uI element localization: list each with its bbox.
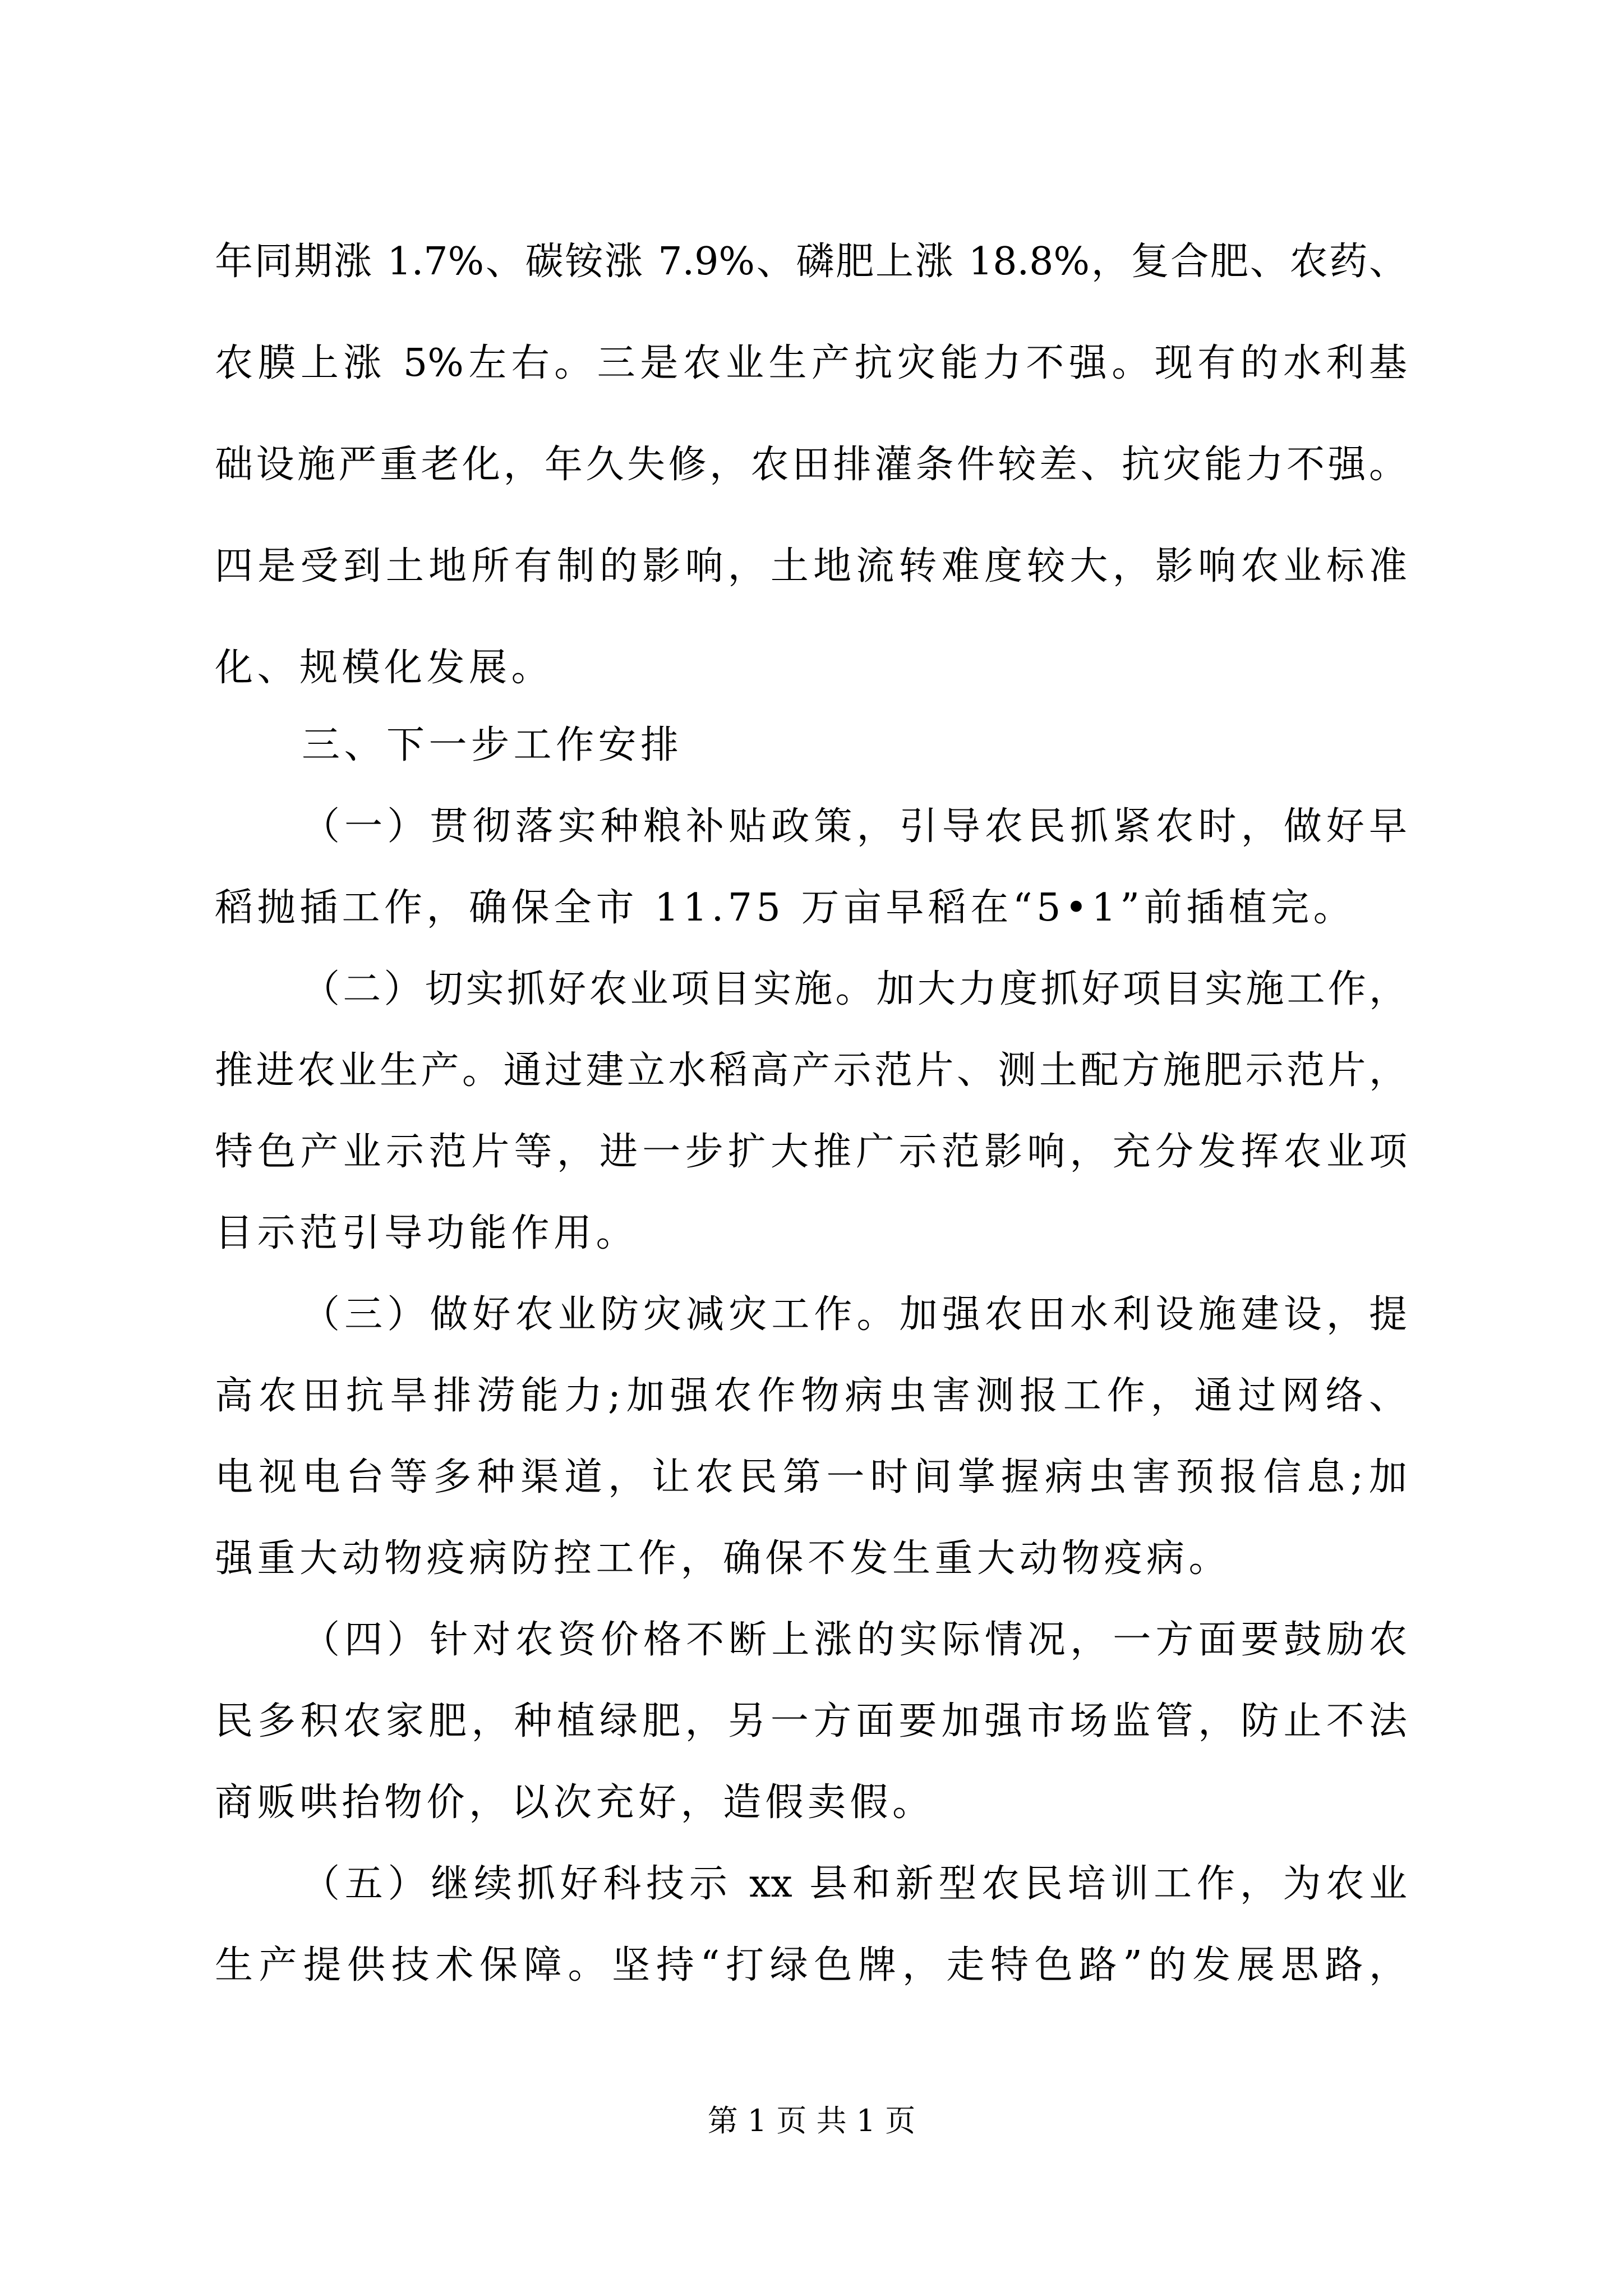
paragraph-line: （一）贯彻落实种粮补贴政策，引导农民抓紧农时，做好早: [302, 804, 1407, 849]
section-heading: 三、下一步工作安排: [302, 723, 683, 767]
paragraph-line: 商贩哄抬物价，以次充好，造假卖假。: [215, 1780, 935, 1825]
paragraph-line: 特色产业示范片等，进一步扩大推广示范影响，充分发挥农业项: [215, 1130, 1407, 1174]
paragraph-line: （五）继续抓好科技示 xx 县和新型农民培训工作，为农业: [302, 1862, 1407, 1906]
paragraph-line: 化、规模化发展。: [215, 646, 554, 690]
paragraph-line: 农膜上涨 5%左右。三是农业生产抗灾能力不强。现有的水利基: [215, 341, 1407, 385]
paragraph-line: 高农田抗旱排涝能力;加强农作物病虫害测报工作，通过网络、: [215, 1374, 1407, 1418]
item-2-paragraph: [215, 949, 1407, 1274]
continuation-paragraph: [215, 211, 1407, 719]
item-3-paragraph: [215, 1274, 1407, 1599]
paragraph-line: 四是受到土地所有制的影响，土地流转难度较大，影响农业标准: [215, 544, 1407, 588]
paragraph-line: 生产提供技术保障。坚持“打绿色牌，走特色路”的发展思路，: [215, 1943, 1407, 1987]
page-footer: 第 1 页 共 1 页: [707, 2103, 916, 2138]
item-5-paragraph: [215, 1843, 1407, 2006]
paragraph-line: （四）针对农资价格不断上涨的实际情况，一方面要鼓励农: [302, 1618, 1407, 1662]
next-steps-section: [215, 705, 1407, 2006]
paragraph-line: 推进农业生产。通过建立水稻高产示范片、测土配方施肥示范片，: [215, 1048, 1407, 1093]
paragraph-line: （二）切实抓好农业项目实施。加大力度抓好项目实施工作，: [302, 967, 1407, 1011]
paragraph-line: 民多积农家肥，种植绿肥，另一方面要加强市场监管，防止不法: [215, 1699, 1407, 1743]
paragraph-line: 强重大动物疫病防控工作，确保不发生重大动物疫病。: [215, 1536, 1232, 1581]
paragraph-line: 电视电台等多种渠道，让农民第一时间掌握病虫害预报信息;加: [215, 1455, 1407, 1499]
paragraph-line: 稻抛插工作，确保全市 11.75 万亩早稻在“5•1”前插植完。: [215, 886, 1356, 930]
paragraph-line: （三）做好农业防灾减灾工作。加强农田水利设施建设，提: [302, 1292, 1407, 1337]
item-4-paragraph: [215, 1599, 1407, 1843]
item-1-paragraph: [215, 786, 1407, 949]
paragraph-line: 目示范引导功能作用。: [215, 1211, 639, 1255]
paragraph-line: 础设施严重老化，年久失修，农田排灌条件较差、抗灾能力不强。: [215, 443, 1407, 487]
paragraph-line: 年同期涨 1.7%、碳铵涨 7.9%、磷肥上涨 18.8%，复合肥、农药、: [215, 240, 1407, 284]
